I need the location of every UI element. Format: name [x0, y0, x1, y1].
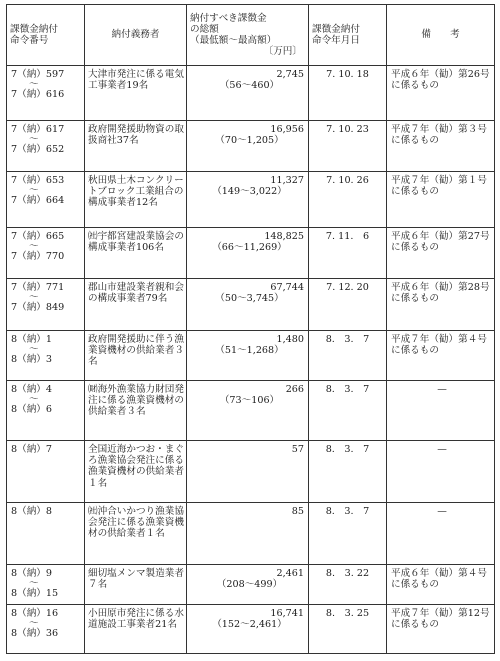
- remarks-cell: 平成６年（勧）第４号に係るもの: [387, 565, 495, 605]
- table-row: [7, 441, 495, 503]
- remarks-cell: 平成７年（勧）第12号に係るもの: [387, 605, 495, 654]
- surcharge-order-table: [6, 4, 495, 654]
- obligor-cell: 全国近海かつお・まぐろ漁業協会発注に係る漁業資機材の供給業者１名: [85, 441, 187, 503]
- remarks-cell: —: [387, 503, 495, 565]
- order-number-cell: 7（納）653 〜 7（納）664: [7, 172, 85, 228]
- order-number-cell: 8（納）9 〜 8（納）15: [7, 565, 85, 605]
- amount-cell: 16,741 （152～2,461）: [187, 605, 309, 654]
- order-date-cell: 8. 3. 7: [309, 503, 387, 565]
- table-row: [7, 279, 495, 331]
- amount-cell: 85: [187, 503, 309, 565]
- range-tilde: 〜: [29, 394, 39, 406]
- order-date-cell: 7. 10. 23: [309, 121, 387, 172]
- obligor-cell: 秋田県土木コンクリートブロック工業組合の構成事業者12名: [85, 172, 187, 228]
- order-number-cell: 7（納）617 〜 7（納）652: [7, 121, 85, 172]
- header-row: [7, 5, 495, 66]
- order-date-cell: 8. 3. 7: [309, 441, 387, 503]
- remarks-cell: —: [387, 441, 495, 503]
- order-number-cell: 8（納）1 〜 8（納）3: [7, 331, 85, 381]
- header-order-date: 課徴金納付 命令年月日: [309, 5, 387, 66]
- obligor-cell: 政府開発援助に伴う漁業資機材の供給業者３名: [85, 331, 187, 381]
- table-row: [7, 565, 495, 605]
- order-date-cell: 7. 12. 20: [309, 279, 387, 331]
- remarks-cell: 平成７年（勧）第３号に係るもの: [387, 121, 495, 172]
- obligor-cell: 小田原市発注に係る水道施設工事業者21名: [85, 605, 187, 654]
- amount-cell: 2,461 （208～499）: [187, 565, 309, 605]
- order-date-cell: 7. 10. 18: [309, 66, 387, 121]
- amount-cell: 2,745 （56～460）: [187, 66, 309, 121]
- order-number-cell: 7（納）665 〜 7（納）770: [7, 228, 85, 279]
- order-number-cell: 8（納）4 〜 8（納）6: [7, 381, 85, 441]
- table-row: [7, 121, 495, 172]
- range-tilde: 〜: [29, 292, 39, 304]
- amount-cell: 16,956 （70～1,205）: [187, 121, 309, 172]
- amount-cell: 57: [187, 441, 309, 503]
- obligor-cell: ㈳沖合いかつり漁業協会発注に係る漁業資機材の供給業者１名: [85, 503, 187, 565]
- obligor-cell: 大津市発注に係る電気工事業者19名: [85, 66, 187, 121]
- order-date-cell: 8. 3. 22: [309, 565, 387, 605]
- order-date-cell: 8. 3. 25: [309, 605, 387, 654]
- surcharge-order-table-page: [6, 4, 494, 654]
- obligor-cell: 細切塩メンマ製造業者７名: [85, 565, 187, 605]
- table-row: [7, 228, 495, 279]
- range-tilde: 〜: [29, 344, 39, 356]
- range-tilde: 〜: [29, 241, 39, 253]
- amount-cell: 148,825 （66～11,269）: [187, 228, 309, 279]
- table-row: [7, 331, 495, 381]
- obligor-cell: 郡山市建設業者親和会の構成事業者79名: [85, 279, 187, 331]
- header-obligor: 納付義務者: [85, 5, 187, 66]
- order-date-cell: 8. 3. 7: [309, 381, 387, 441]
- range-tilde: 〜: [29, 185, 39, 197]
- remarks-cell: 平成７年（勧）第１号に係るもの: [387, 172, 495, 228]
- table-row: [7, 66, 495, 121]
- order-date-cell: 7. 11. 6: [309, 228, 387, 279]
- amount-cell: 67,744 （50～3,745）: [187, 279, 309, 331]
- order-date-cell: 7. 10. 26: [309, 172, 387, 228]
- header-remarks: 備 考: [387, 5, 495, 66]
- order-number-cell: 7（納）597 〜 7（納）616: [7, 66, 85, 121]
- range-tilde: 〜: [29, 79, 39, 91]
- table-row: [7, 605, 495, 654]
- range-tilde: 〜: [29, 134, 39, 146]
- amount-cell: 11,327 （149～3,022）: [187, 172, 309, 228]
- header-amount: 納付すべき課徴金 の総額 （最低額～最高額） 〔万円〕: [187, 5, 309, 66]
- remarks-cell: 平成６年（勧）第28号に係るもの: [387, 279, 495, 331]
- order-number-cell: 8（納）8: [7, 503, 85, 565]
- order-date-cell: 8. 3. 7: [309, 331, 387, 381]
- remarks-cell: 平成６年（勧）第27号に係るもの: [387, 228, 495, 279]
- table-row: [7, 381, 495, 441]
- obligor-cell: 政府開発援助物資の取扱商社37名: [85, 121, 187, 172]
- order-number-cell: 8（納）7: [7, 441, 85, 503]
- remarks-cell: 平成６年（勧）第26号に係るもの: [387, 66, 495, 121]
- table-row: [7, 503, 495, 565]
- remarks-cell: 平成７年（勧）第４号に係るもの: [387, 331, 495, 381]
- remarks-cell: —: [387, 381, 495, 441]
- order-number-cell: 7（納）771 〜 7（納）849: [7, 279, 85, 331]
- table-row: [7, 172, 495, 228]
- order-number-cell: 8（納）16 〜 8（納）36: [7, 605, 85, 654]
- range-tilde: 〜: [29, 578, 39, 590]
- range-tilde: 〜: [29, 618, 39, 630]
- amount-cell: 1,480 （51～1,268）: [187, 331, 309, 381]
- amount-cell: 266 （73～106）: [187, 381, 309, 441]
- obligor-cell: ㈳宇都宮建設業協会の構成事業者106名: [85, 228, 187, 279]
- header-order-number: 課徴金納付 命令番号: [7, 5, 85, 66]
- obligor-cell: ㈶海外漁業協力財団発注に係る漁業資機材の供給業者３名: [85, 381, 187, 441]
